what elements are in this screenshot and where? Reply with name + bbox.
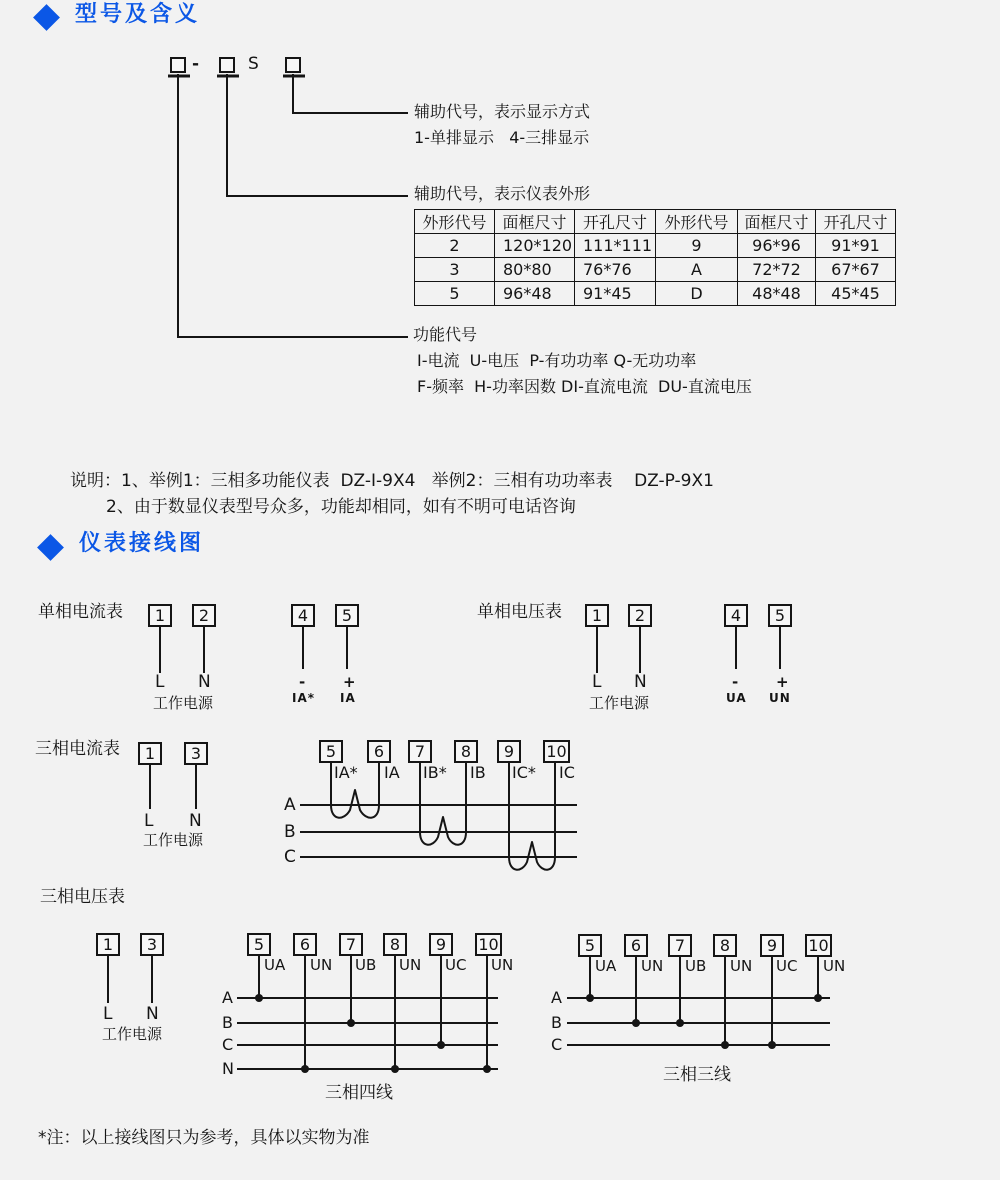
tpc-n-label: N <box>189 811 202 831</box>
tpv-power-wires <box>108 956 152 1003</box>
model-code-box-display <box>285 57 301 73</box>
terminal-box: 3 <box>184 742 208 765</box>
spc-title: 单相电流表 <box>38 602 123 622</box>
tpv4-phase-c-label: C <box>222 1035 234 1054</box>
cell: 96*96 <box>738 234 816 258</box>
spv-un-label: UN <box>769 691 791 705</box>
tpc-phase-a-label: A <box>284 795 296 815</box>
wiring-section-title: 仪表接线图 <box>79 531 205 556</box>
tpv4-phase-n-label: N <box>222 1059 234 1078</box>
spc-terminal-wires <box>160 627 347 673</box>
cell: 3 <box>415 258 495 282</box>
table-row <box>415 282 896 306</box>
terminal-box: 5 <box>768 604 792 627</box>
spv-n-label: N <box>634 672 647 692</box>
tpc-ct-label: IA* <box>334 763 358 782</box>
terminal-box: 5 <box>335 604 359 627</box>
terminal-box: 5 <box>247 933 271 956</box>
terminal-box: 8 <box>713 934 737 957</box>
col-header: 外形代号 <box>415 210 495 234</box>
model-code-box-function <box>170 57 186 73</box>
col-header: 面框尺寸 <box>738 210 816 234</box>
tpc-phase-lines <box>300 805 577 857</box>
terminal-box: 5 <box>319 740 343 763</box>
cell: 96*48 <box>495 282 575 306</box>
tpv3-phase-b-label: B <box>551 1013 562 1032</box>
shape-table-header-row <box>415 210 896 234</box>
tpc-title: 三相电流表 <box>35 739 120 759</box>
terminal-box: 8 <box>454 740 478 763</box>
junction-dots <box>255 994 822 1073</box>
remarks-line2: 2、由于数显仪表型号众多，功能却相同，如有不明可电话咨询 <box>106 497 576 517</box>
cell: 45*45 <box>816 282 896 306</box>
terminal-box: 7 <box>339 933 363 956</box>
tpv3-ub-label: UB <box>685 957 707 975</box>
terminal-box: 1 <box>148 604 172 627</box>
cell: D <box>656 282 738 306</box>
spv-power-label: 工作电源 <box>589 694 650 712</box>
spv-title: 单相电压表 <box>477 602 562 622</box>
terminal-box: 5 <box>578 934 602 957</box>
tpc-phase-b-label: B <box>284 822 296 842</box>
terminal-box: 4 <box>291 604 315 627</box>
tpv-title: 三相电压表 <box>40 887 125 907</box>
spc-minus-label: - <box>299 673 306 691</box>
tpv4-un-label: UN <box>310 956 333 974</box>
tpc-power-label: 工作电源 <box>143 831 204 849</box>
cell: 91*91 <box>816 234 896 258</box>
cell: 76*76 <box>575 258 656 282</box>
tpv3-un-label: UN <box>730 957 753 975</box>
cell: 48*48 <box>738 282 816 306</box>
spv-plus-label: + <box>776 673 789 691</box>
col-header: 开孔尺寸 <box>575 210 656 234</box>
model-code-connector-lines <box>178 74 408 337</box>
terminal-box: 2 <box>628 604 652 627</box>
cell: 72*72 <box>738 258 816 282</box>
tpv4-ua-label: UA <box>264 956 286 974</box>
cell: 120*120 <box>495 234 575 258</box>
function-code-line1: I-电流 U-电压 P-有功功率 Q-无功功率 <box>417 351 697 370</box>
shape-code-note: 辅助代号，表示仪表外形 <box>414 184 591 203</box>
spv-l-label: L <box>592 672 602 692</box>
cell: 2 <box>415 234 495 258</box>
tpv4-uc-label: UC <box>445 956 467 974</box>
tpc-ct-label: IB <box>470 763 486 782</box>
tpv3-un-label: UN <box>641 957 664 975</box>
tpv3-un-label: UN <box>823 957 846 975</box>
terminal-box: 10 <box>543 740 570 763</box>
cell: 9 <box>656 234 738 258</box>
col-header: 外形代号 <box>656 210 738 234</box>
model-code-box-shape <box>219 57 235 73</box>
terminal-box: 1 <box>96 933 120 956</box>
terminal-box: 1 <box>138 742 162 765</box>
model-code-dash: - <box>192 54 200 74</box>
model-section-title: 型号及含义 <box>75 2 201 27</box>
terminal-box: 9 <box>429 933 453 956</box>
diamond-icon <box>37 534 64 561</box>
tpc-ct-label: IC* <box>512 763 536 782</box>
tpv-n-label: N <box>146 1004 159 1024</box>
terminal-box: 6 <box>624 934 648 957</box>
cell: 5 <box>415 282 495 306</box>
table-row <box>415 234 896 258</box>
tpv4-caption: 三相四线 <box>325 1083 393 1103</box>
tpc-phase-c-label: C <box>284 847 296 867</box>
tpv3-phase-a-label: A <box>551 988 562 1007</box>
spv-minus-label: - <box>732 673 739 691</box>
terminal-box: 10 <box>475 933 502 956</box>
diamond-icon <box>33 4 60 31</box>
tpv3-phase-lines <box>567 998 830 1045</box>
shape-size-table <box>414 209 896 306</box>
tpv4-un-label: UN <box>491 956 514 974</box>
cell: 67*67 <box>816 258 896 282</box>
tpv3-uc-label: UC <box>776 957 798 975</box>
cell: 91*45 <box>575 282 656 306</box>
terminal-box: 8 <box>383 933 407 956</box>
tpv4-phase-b-label: B <box>222 1013 233 1032</box>
cell: 111*111 <box>575 234 656 258</box>
cell: A <box>656 258 738 282</box>
col-header: 开孔尺寸 <box>816 210 896 234</box>
terminal-box: 1 <box>585 604 609 627</box>
function-code-line2: F-频率 H-功率因数 DI-直流电流 DU-直流电压 <box>417 377 752 396</box>
terminal-box: 7 <box>408 740 432 763</box>
terminal-box: 3 <box>140 933 164 956</box>
tpv4-phase-a-label: A <box>222 988 233 1007</box>
terminal-box: 2 <box>192 604 216 627</box>
terminal-box: 6 <box>367 740 391 763</box>
spc-plus-label: + <box>343 673 356 691</box>
tpc-ct-loops <box>331 790 555 870</box>
tpv3-phase-c-label: C <box>551 1035 563 1054</box>
tpv-power-label: 工作电源 <box>102 1025 163 1043</box>
wiring-footnote: *注：以上接线图只为参考，具体以实物为准 <box>38 1128 370 1148</box>
tpc-power-wires <box>150 765 196 809</box>
spc-power-label: 工作电源 <box>153 694 214 712</box>
terminal-box: 9 <box>497 740 521 763</box>
function-code-title: 功能代号 <box>413 325 478 344</box>
tpv4-phase-lines <box>237 998 498 1069</box>
cell: 80*80 <box>495 258 575 282</box>
spv-terminal-wires <box>597 627 780 673</box>
spc-ia-star-label: IA* <box>292 691 316 705</box>
spc-ia-label: IA <box>340 691 356 705</box>
col-header: 面框尺寸 <box>495 210 575 234</box>
terminal-box: 4 <box>724 604 748 627</box>
tpc-ct-label: IB* <box>423 763 447 782</box>
tpv4-un-label: UN <box>399 956 422 974</box>
terminal-box: 10 <box>805 934 832 957</box>
display-code-note-line1: 辅助代号，表示显示方式 <box>414 102 591 121</box>
terminal-box: 7 <box>668 934 692 957</box>
terminal-box: 6 <box>293 933 317 956</box>
spc-l-label: L <box>155 672 165 692</box>
tpv3-caption: 三相三线 <box>663 1065 731 1085</box>
tpc-ct-label: IC <box>559 763 575 782</box>
spc-n-label: N <box>198 672 211 692</box>
tpv-l-label: L <box>103 1004 113 1024</box>
tpv4-ub-label: UB <box>355 956 377 974</box>
table-row <box>415 258 896 282</box>
display-code-note-line2: 1-单排显示 4-三排显示 <box>414 128 590 147</box>
model-code-s: S <box>248 54 259 74</box>
tpv3-ua-label: UA <box>595 957 617 975</box>
tpc-ct-label: IA <box>384 763 400 782</box>
remarks-line1: 说明：1、举例1：三相多功能仪表 DZ-I-9X4 举例2：三相有功功率表 DZ-P-9X1 <box>70 471 714 491</box>
tpc-l-label: L <box>144 811 154 831</box>
spv-ua-label: UA <box>726 691 747 705</box>
terminal-box: 9 <box>760 934 784 957</box>
